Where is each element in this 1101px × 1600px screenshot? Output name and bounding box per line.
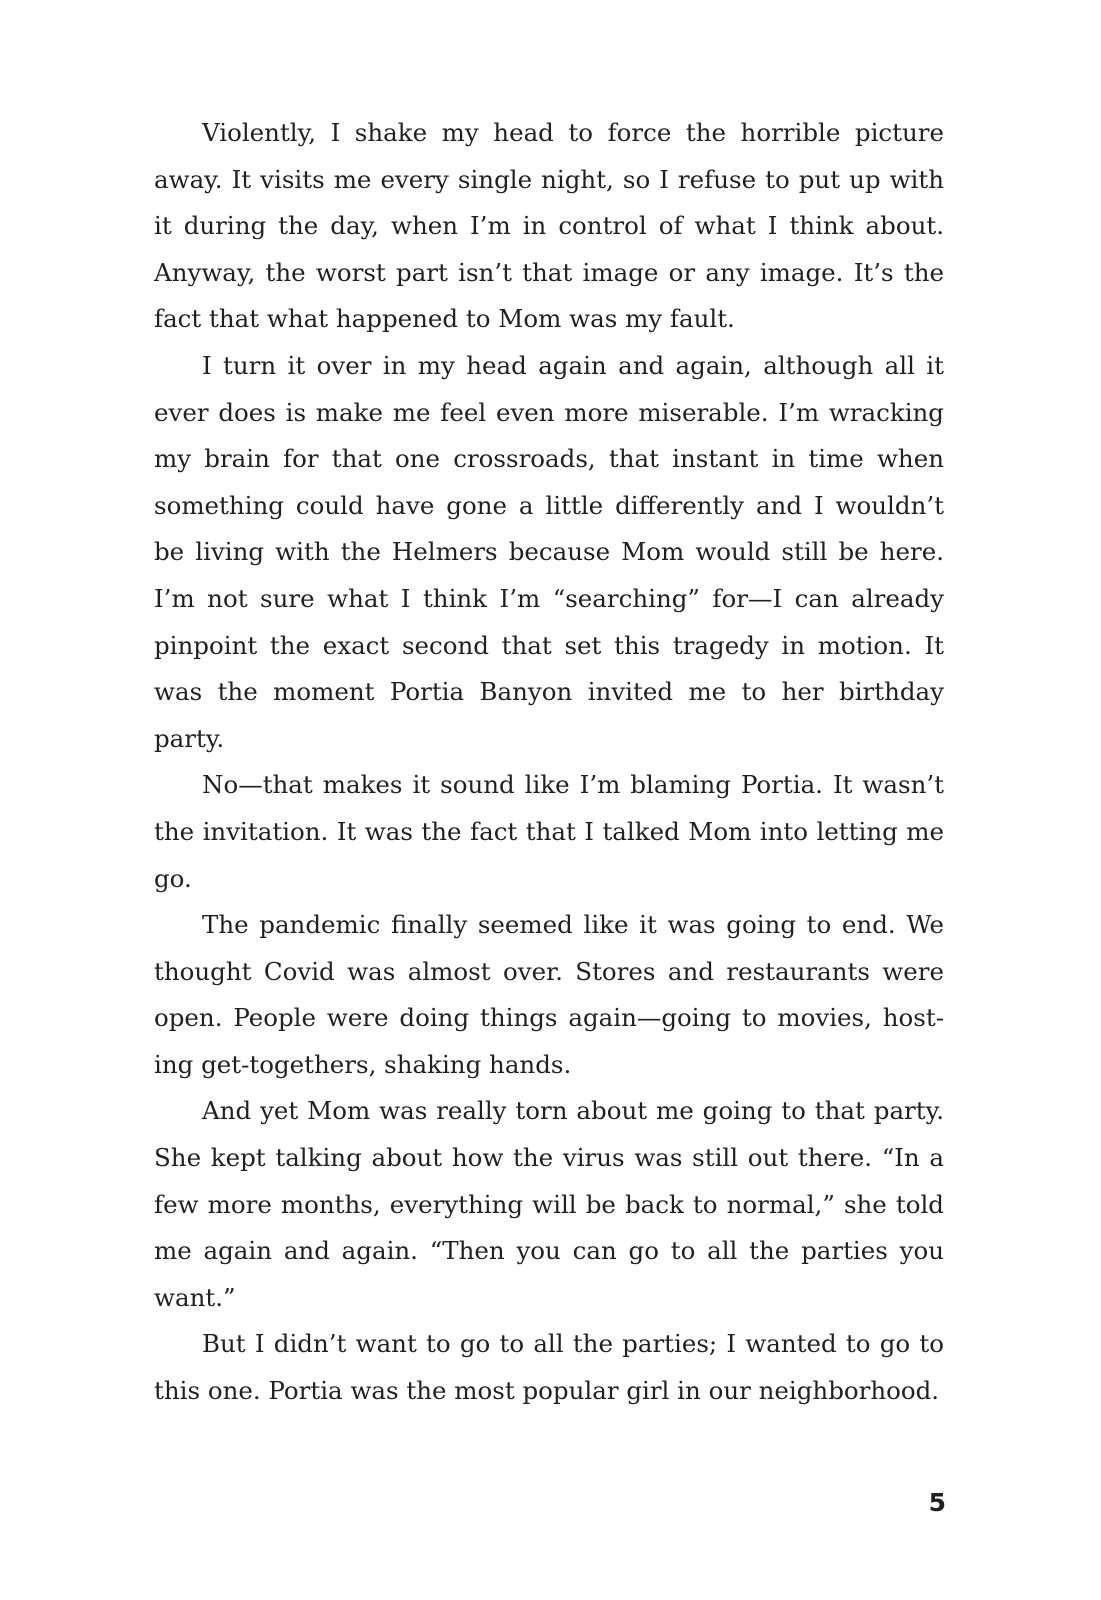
paragraph: No—that makes it sound like I’m blaming Portia. It wasn’t the invitation. It was the fact that I talked Mom into letting me go.: [154, 770, 944, 893]
paragraph: I turn it over in my head again and again, although all it ever does is make me feel even more miserable. I’m wracking my brain for that one crossroads, that instant in time when something could have gone a little differently and I wouldn’t be living with the Helmers because Mom would still be here. I’m not sure what I think I’m “searching” for—I can already pinpoint the exact second that set this tragedy in motion. It was the moment Portia Banyon invited me to her birthday party.: [154, 350, 944, 753]
body-text: [154, 110, 944, 1415]
paragraph: The pandemic finally seemed like it was going to end. We thought Covid was almost over. Stores and restaurants were open. People were doing things again—going to movies, hosting get-togethers, shaking hands.: [154, 910, 944, 1079]
paragraph: Violently, I shake my head to force the horrible picture away. It visits me every single night, so I refuse to put up with it during the day, when I’m in control of what I think about. Anyway, the worst part isn’t that image or any image. It’s the fact that what happened to Mom was my fault.: [154, 118, 944, 334]
paragraph: And yet Mom was really torn about me going to that party. She kept talking about how the virus was still out there. “In a few more months, everything will be back to normal,” she told me again and again. “Then you can go to all the parties you want.”: [154, 1096, 944, 1312]
paragraph: But I didn’t want to go to all the parties; I wanted to go to this one. Portia was the most popular girl in our neighborhood.: [154, 1329, 944, 1406]
page-number: 5: [928, 1488, 946, 1517]
